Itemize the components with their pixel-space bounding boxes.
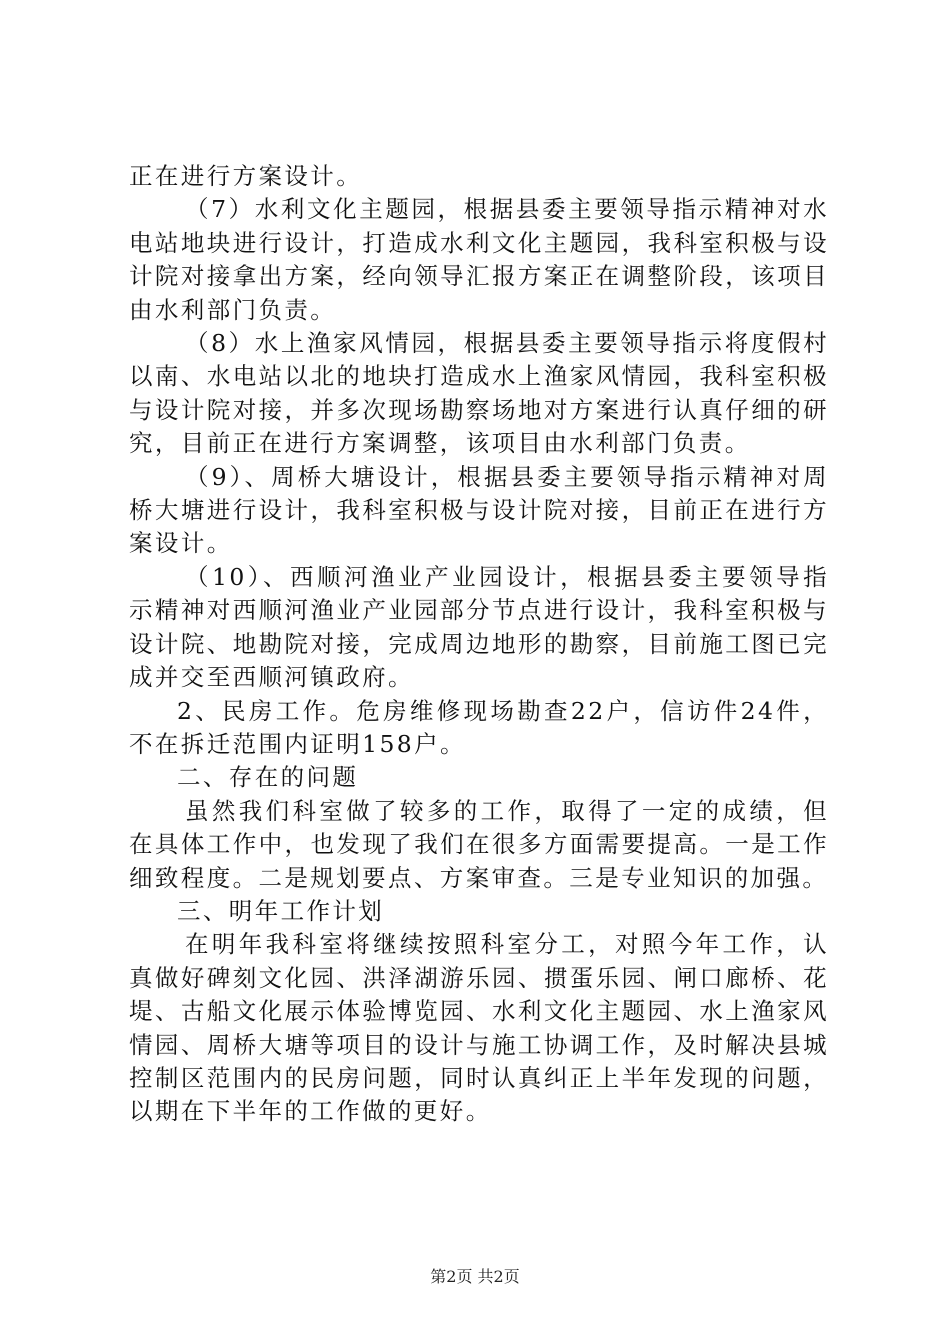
paragraph-continuation: 正在进行方案设计。	[129, 162, 363, 190]
document-body	[129, 160, 829, 1129]
paragraph-plan: 在明年我科室将继续按照科室分工，对照今年工作，认真做好碑刻文化园、洪泽湖游乐园、掼蛋乐园、闸口廊桥、花堤、古船文化展示体验博览园、水利文化主题园、水上渔家风情园、周桥大塘等项目的设计与施工协调工作，及时解决县城控制区范围内的民房问题，同时认真纠正上半年发现的问题，以期在下半年的工作做的更好。	[129, 930, 829, 1126]
paragraph-item-8: （8）水上渔家风情园，根据县委主要领导指示将度假村以南、水电站以北的地块打造成水上渔家风情园，我科室积极与设计院对接，并多次现场勘察场地对方案进行认真仔细的研究，目前正在进行方案调整，该项目由水利部门负责。	[129, 329, 829, 458]
paragraph-problems: 虽然我们科室做了较多的工作，取得了一定的成绩，但在具体工作中，也发现了我们在很多方面需要提高。一是工作细致程度。二是规划要点、方案审查。三是专业知识的加强。	[129, 796, 829, 892]
paragraph-housing-work: 2、民房工作。危房维修现场勘查22户，信访件24件，不在拆迁范围内证明158户。	[129, 696, 829, 758]
paragraph-item-9: （9）、周桥大塘设计，根据县委主要领导指示精神对周桥大塘进行设计，我科室积极与设计院对接，目前正在进行方案设计。	[129, 462, 829, 558]
paragraph-item-7: （7）水利文化主题园，根据县委主要领导指示精神对水电站地块进行设计，打造成水利文化主题园，我科室积极与设计院对接拿出方案，经向领导汇报方案正在调整阶段，该项目由水利部门负责。	[129, 195, 829, 324]
section-heading-problems: 二、存在的问题	[177, 763, 359, 792]
page-number-footer: 第2页 共2页	[430, 1267, 520, 1286]
section-heading-plan: 三、明年工作计划	[177, 896, 385, 925]
paragraph-item-10: （10）、西顺河渔业产业园设计，根据县委主要领导指示精神对西顺河渔业产业园部分节点进行设计，我科室积极与设计院、地勘院对接，完成周边地形的勘察，目前施工图已完成并交至西顺河镇政府。	[129, 562, 829, 692]
